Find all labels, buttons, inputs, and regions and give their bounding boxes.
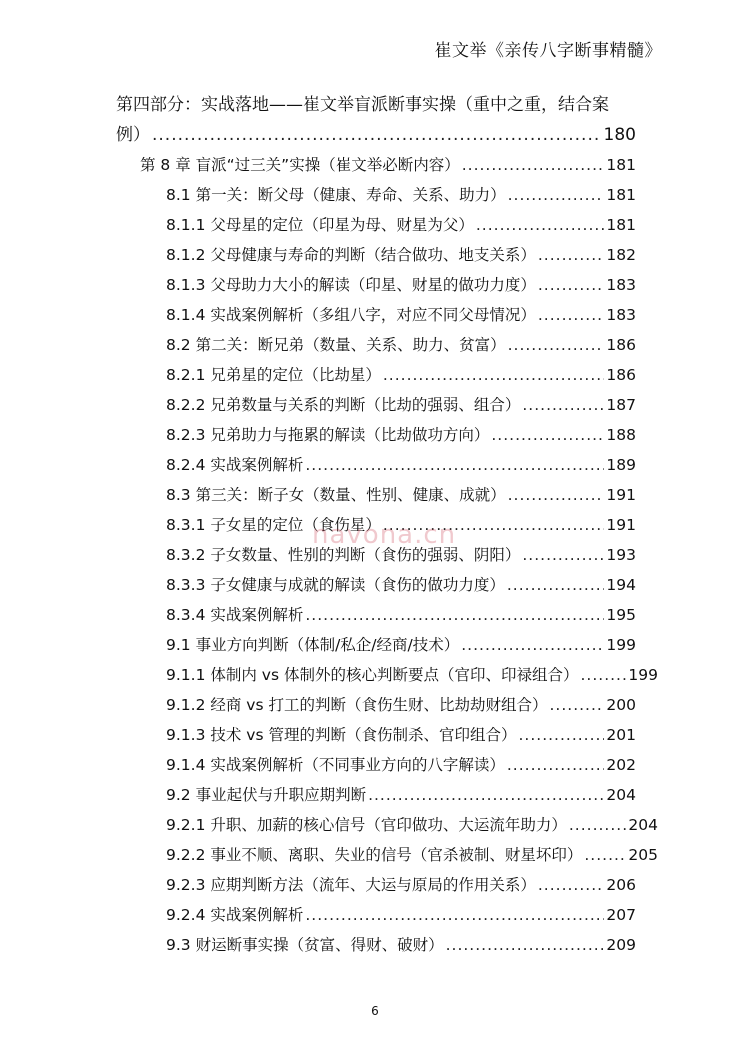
toc-leader-dots (305, 600, 604, 630)
toc-part-title: 第四部分：实战落地——崔文举盲派断事实操（重中之重，结合案 (116, 95, 609, 115)
toc-entry-text: 8.2.2 兄弟数量与关系的判断（比劫的强弱、组合） (166, 396, 521, 414)
toc-page-number: 195 (606, 606, 636, 624)
toc-page-number: 199 (628, 666, 658, 684)
toc-entry-text: 9.2.3 应期判断方法（流年、大运与原局的作用关系） (166, 876, 536, 894)
toc-leader-dots (538, 240, 605, 270)
toc-entry-text: 9.1 事业方向判断（体制/私企/经商/技术） (166, 636, 460, 654)
toc-chapter-8[interactable] (140, 150, 636, 180)
running-header: 崔文举《亲传八字断事精髓》 (434, 41, 662, 61)
toc-leader-dots (580, 660, 626, 690)
toc-page-number: 181 (606, 216, 636, 234)
toc-entry[interactable] (166, 570, 636, 600)
toc-leader-dots (507, 750, 605, 780)
toc-leader-dots (368, 780, 604, 810)
toc-page-number: 182 (606, 246, 636, 264)
toc-entry-text: 8.2 第二关：断兄弟（数量、关系、助力、贫富） (166, 336, 506, 354)
toc-page-number: 191 (606, 486, 636, 504)
toc-entry[interactable] (166, 180, 636, 210)
toc-entry[interactable] (166, 240, 636, 270)
toc-page-number: 207 (606, 906, 636, 924)
toc-entry-text: 8.3.3 子女健康与成就的解读（食伤的做功力度） (166, 576, 505, 594)
toc-entry[interactable] (166, 720, 636, 750)
toc-entry-text: 8.2.4 实战案例解析 (166, 456, 304, 474)
toc-entry-text: 9.2.4 实战案例解析 (166, 906, 304, 924)
toc-entry[interactable] (166, 300, 636, 330)
toc-page-number: 186 (606, 366, 636, 384)
toc-leader-dots (549, 690, 604, 720)
toc-entry-text: 8.3.4 实战案例解析 (166, 606, 304, 624)
toc-entry[interactable] (166, 900, 636, 930)
toc-leader-dots (476, 210, 605, 240)
toc-leader-dots (152, 120, 602, 150)
toc-leader-dots (508, 480, 605, 510)
toc-entry-text: 例） (116, 125, 150, 145)
toc-leader-dots (508, 180, 605, 210)
toc-page-number: 200 (606, 696, 636, 714)
toc-page-number: 188 (606, 426, 636, 444)
toc-page-number: 194 (606, 576, 636, 594)
toc-page-number: 205 (628, 846, 658, 864)
toc-page-number: 191 (606, 516, 636, 534)
toc-entry[interactable] (166, 750, 636, 780)
toc-leader-dots (507, 570, 605, 600)
toc-entry[interactable] (166, 780, 636, 810)
toc-page-number: 187 (606, 396, 636, 414)
toc-entry[interactable] (166, 600, 636, 630)
toc-entry-text: 9.2.2 事业不顺、离职、失业的信号（官杀被制、财星坏印） (166, 846, 583, 864)
toc-entry[interactable] (166, 330, 636, 360)
toc-entry-text: 9.1.3 技术 vs 管理的判断（食伤制杀、官印组合） (166, 726, 517, 744)
toc-entry-text: 8.1.3 父母助力大小的解读（印星、财星的做功力度） (166, 276, 536, 294)
toc-entry-text: 9.3 财运断事实操（贫富、得财、破财） (166, 936, 444, 954)
toc-entry-text: 9.1.1 体制内 vs 体制外的核心判断要点（官印、印禄组合） (166, 666, 579, 684)
toc-entry[interactable] (166, 360, 636, 390)
toc-leader-dots (522, 390, 604, 420)
toc-page-number: 183 (606, 306, 636, 324)
toc-page-number: 201 (606, 726, 636, 744)
toc-entry-text: 第 8 章 盲派“过三关”实操（崔文举必断内容） (140, 156, 460, 174)
toc-entry-text: 9.1.4 实战案例解析（不同事业方向的八字解读） (166, 756, 505, 774)
toc-leader-dots (508, 330, 605, 360)
toc-page-number: 209 (606, 936, 636, 954)
toc-entry[interactable] (166, 810, 658, 840)
toc-leader-dots (305, 450, 604, 480)
toc-entry[interactable] (166, 210, 636, 240)
toc-leader-dots (584, 840, 626, 870)
toc-page-number: 183 (606, 276, 636, 294)
toc-leader-dots (383, 360, 605, 390)
toc-leader-dots (538, 300, 605, 330)
toc-entry-text: 9.1.2 经商 vs 打工的判断（食伤生财、比劫劫财组合） (166, 696, 548, 714)
toc-entry[interactable] (166, 870, 636, 900)
toc-page-number: 199 (606, 636, 636, 654)
toc-entry-text: 8.1.1 父母星的定位（印星为母、财星为父） (166, 216, 474, 234)
toc-entry-text: 8.1.4 实战案例解析（多组八字，对应不同父母情况） (166, 306, 536, 324)
toc-entry-text: 8.2.3 兄弟助力与拖累的解读（比劫做功方向） (166, 426, 490, 444)
toc-entry-text: 8.3.2 子女数量、性别的判断（食伤的强弱、阴阳） (166, 546, 521, 564)
toc-entry[interactable] (166, 630, 636, 660)
toc-page-number: 186 (606, 336, 636, 354)
toc-part-title-continued[interactable] (116, 120, 636, 150)
toc-leader-dots (569, 810, 627, 840)
toc-entry[interactable] (166, 660, 658, 690)
toc-page-number: 180 (603, 125, 636, 145)
toc-leader-dots (461, 630, 604, 660)
toc-leader-dots (462, 150, 605, 180)
toc-entry-text: 8.1 第一关：断父母（健康、寿命、关系、助力） (166, 186, 506, 204)
toc-entry-text: 9.2 事业起伏与升职应期判断 (166, 786, 367, 804)
toc-page-number: 181 (606, 156, 636, 174)
toc-entry[interactable] (166, 480, 636, 510)
toc-entry[interactable] (166, 270, 636, 300)
page-number: 6 (371, 1004, 379, 1018)
toc-page-number: 206 (606, 876, 636, 894)
toc-entry[interactable] (166, 390, 636, 420)
toc-entry-text: 9.2.1 升职、加薪的核心信号（官印做功、大运流年助力） (166, 816, 567, 834)
watermark: navona.cn (312, 520, 457, 550)
toc-entry[interactable] (166, 690, 636, 720)
toc-entry[interactable] (166, 840, 658, 870)
toc-entry[interactable] (166, 450, 636, 480)
toc-leader-dots (538, 270, 605, 300)
toc-entry-text: 8.1.2 父母健康与寿命的判断（结合做功、地支关系） (166, 246, 536, 264)
toc-leader-dots (522, 540, 604, 570)
toc-page-number: 181 (606, 186, 636, 204)
toc-page-number: 202 (606, 756, 636, 774)
toc-leader-dots (538, 870, 605, 900)
toc-leader-dots (446, 930, 605, 960)
toc-page-number: 204 (606, 786, 636, 804)
toc-page-number: 204 (628, 816, 658, 834)
toc-page-number: 189 (606, 456, 636, 474)
toc-entry[interactable] (166, 420, 636, 450)
toc-entry[interactable] (166, 930, 636, 960)
toc-page-number: 193 (606, 546, 636, 564)
toc-leader-dots (518, 720, 604, 750)
toc-entry-text: 8.3 第三关：断子女（数量、性别、健康、成就） (166, 486, 506, 504)
toc-leader-dots (491, 420, 604, 450)
toc-entry-text: 8.3.1 子女星的定位（食伤星） (166, 516, 381, 534)
toc-entry-text: 8.2.1 兄弟星的定位（比劫星） (166, 366, 381, 384)
toc-leader-dots (305, 900, 604, 930)
